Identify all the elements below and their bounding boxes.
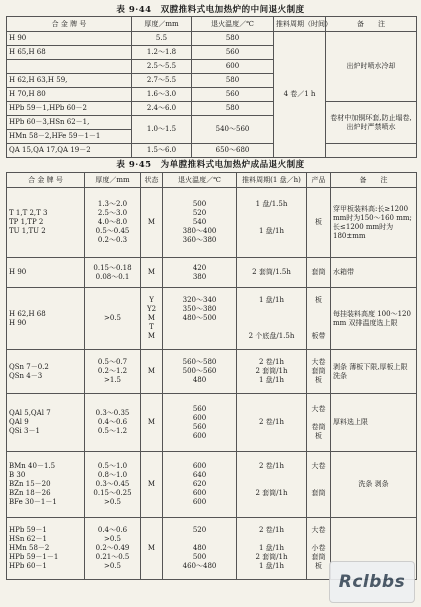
cell-period: 4 卷／1 h (274, 32, 326, 158)
table-row (7, 102, 417, 116)
header-notes: 备 注 (331, 173, 417, 188)
cell-alloy: H 70,H 80 (7, 88, 132, 102)
cell-thickness: 1.6～3.0 (132, 88, 192, 102)
header-period: 推料周期（时间） (274, 17, 326, 32)
cell-temperature: 520 480 500 460～480 (163, 518, 237, 580)
cell-thickness: 2.7～5.5 (132, 74, 192, 88)
cell-alloy: H 62,H 63,H 59, (7, 74, 132, 88)
cell-temperature: 600 (192, 60, 274, 74)
cell-thickness: >0.5 (85, 288, 141, 350)
cell-product: 板 (307, 188, 331, 258)
table-row (7, 188, 417, 258)
cell-period: 1 盘/1.5h 1 盘/1h (237, 188, 307, 258)
cell-period: 1 盘/1h 2 个底盘/1.5h (237, 288, 307, 350)
cell-alloy: QSn 7－0.2 QSn 4－3 (7, 350, 85, 394)
cell-product: 板 板带 (307, 288, 331, 350)
cell-note (326, 144, 417, 158)
cell-thickness: 5.5 (132, 32, 192, 46)
cell-product: 大卷 套筒 (307, 452, 331, 518)
table-row (7, 258, 417, 288)
cell-alloy: HPb 59－1 HSn 62－1 HMn 58－2 HPb 59－1－1 HPb 60－1 (7, 518, 85, 580)
cell-temperature: 650～680 (192, 144, 274, 158)
table-9-45 (6, 172, 417, 580)
cell-note: 厚料选上限 (331, 394, 417, 452)
header-temperature: 退火温度／℃ (192, 17, 274, 32)
cell-period: 2 套筒/1.5h (237, 258, 307, 288)
header-thickness: 厚度／mm (132, 17, 192, 32)
cell-thickness: 1.5～6.0 (132, 144, 192, 158)
cell-temperature: 420 380 (163, 258, 237, 288)
cell-state: M (141, 452, 163, 518)
cell-temperature: 580 (192, 74, 274, 88)
cell-temperature: 560 600 560 600 (163, 394, 237, 452)
cell-thickness: 0.15～0.18 0.08～0.1 (85, 258, 141, 288)
cell-thickness: 1.0～1.5 (132, 116, 192, 144)
header-temperature: 退火温度／℃ (163, 173, 237, 188)
cell-period: 2 卷/1h (237, 394, 307, 452)
cell-thickness: 0.5～0.7 0.2～1.2 >1.5 (85, 350, 141, 394)
cell-thickness: 0.5～1.0 0.8～1.0 0.3～0.45 0.15～0.25 >0.5 (85, 452, 141, 518)
cell-alloy: H 65,H 68 (7, 46, 132, 60)
cell-alloy: QA 15,QA 17,QA 19－2 (7, 144, 132, 158)
cell-product: 大卷 卷筒 板 (307, 394, 331, 452)
header-thickness: 厚度／mm (85, 173, 141, 188)
cell-temperature: 500 520 540 380～400 360～380 (163, 188, 237, 258)
cell-alloy: T 1,T 2,T 3 TP 1,TP 2 TU 1,TU 2 (7, 188, 85, 258)
header-state: 状态 (141, 173, 163, 188)
cell-alloy: BMn 40－1.5 B 30 BZn 15－20 BZn 18－26 BFe 30－1－1 (7, 452, 85, 518)
table-row (7, 32, 417, 46)
header-notes: 备 注 (326, 17, 417, 32)
cell-thickness: 0.4～0.6 >0.5 0.2～0.49 0.21～0.5 >0.5 (85, 518, 141, 580)
cell-alloy: QAl 5,QAl 7 QAl 9 QSi 3－1 (7, 394, 85, 452)
cell-note: 卷材中加铜环套,防止塌卷,出炉时严禁喷水 (326, 102, 417, 144)
cell-note: 剥条 薄板下限,厚板上限 洗条 (331, 350, 417, 394)
cell-alloy: HPb 59－1,HPb 60－2 (7, 102, 132, 116)
cell-alloy: H 90 (7, 258, 85, 288)
cell-alloy: HPb 60－3,HSn 62－1, (7, 116, 132, 130)
table-row (7, 144, 417, 158)
cell-state: M (141, 350, 163, 394)
cell-thickness: 1.3～2.0 2.5～3.0 4.0～8.0 0.5～0.45 0.2～0.3 (85, 188, 141, 258)
cell-period: 2 卷/1h 1 盘/1h 2 套筒/1h 1 盘/1h (237, 518, 307, 580)
cell-thickness: 1.2～1.8 (132, 46, 192, 60)
cell-product: 套筒 (307, 258, 331, 288)
cell-state: M (141, 394, 163, 452)
cell-state: M (141, 258, 163, 288)
header-alloy: 合 金 牌 号 (7, 17, 132, 32)
table-header-row (7, 17, 417, 32)
table-row (7, 350, 417, 394)
cell-temperature: 580 (192, 102, 274, 116)
cell-thickness: 0.3～0.35 0.4～0.6 0.5～1.2 (85, 394, 141, 452)
cell-thickness: 2.4～6.0 (132, 102, 192, 116)
cell-temperature: 600 640 620 600 600 (163, 452, 237, 518)
table-row (7, 394, 417, 452)
cell-temperature: 560～580 500～560 480 (163, 350, 237, 394)
table-header-row (7, 173, 417, 188)
cell-state: M (141, 188, 163, 258)
cell-temperature: 540～560 (192, 116, 274, 144)
cell-temperature: 320～340 350～380 480～500 (163, 288, 237, 350)
cell-note: 水箱带 (331, 258, 417, 288)
table-9-44-caption: 表 9·44 双膛推料式电加热炉的中间退火制度 (116, 5, 305, 15)
cell-thickness: 2.5～5.5 (132, 60, 192, 74)
watermark-logo: Rclbbs (329, 561, 415, 603)
header-period: 推料周期(1 盘／h) (237, 173, 307, 188)
cell-product: 大卷 小卷 套筒 板 (307, 518, 331, 580)
cell-product: 大卷 套筒 板 (307, 350, 331, 394)
cell-temperature: 560 (192, 46, 274, 60)
table-row (7, 452, 417, 518)
table-9-45-caption: 表 9·45 为单膛推料式电加热炉成品退火制度 (116, 160, 305, 170)
table-row (7, 288, 417, 350)
cell-alloy: H 62,H 68 H 90 (7, 288, 85, 350)
cell-note: 每挂装料高度 100～120 mm 双排温度选上限 (331, 288, 417, 350)
table-9-44 (6, 16, 417, 158)
cell-temperature: 560 (192, 88, 274, 102)
cell-period: 2 卷/1h 2 套筒/1h (237, 452, 307, 518)
cell-alloy: HMn 58－2,HFe 59－1－1 (7, 130, 132, 144)
cell-alloy: H 90 (7, 32, 132, 46)
cell-note: 出炉时喷水冷却 (326, 32, 417, 102)
header-alloy: 合 金 牌 号 (7, 173, 85, 188)
cell-alloy (7, 60, 132, 74)
cell-note: 穿甲板装料高:长≥1200 mm时为150～160 mm;长≤1200 mm时为180±mm (331, 188, 417, 258)
header-product: 产品 (307, 173, 331, 188)
cell-period: 2 卷/1h 2 套筒/1h 1 盘/1h (237, 350, 307, 394)
cell-state: Y Y2 M T M (141, 288, 163, 350)
cell-note: 洗条 剥条 (331, 452, 417, 518)
cell-temperature: 580 (192, 32, 274, 46)
cell-state: M (141, 518, 163, 580)
